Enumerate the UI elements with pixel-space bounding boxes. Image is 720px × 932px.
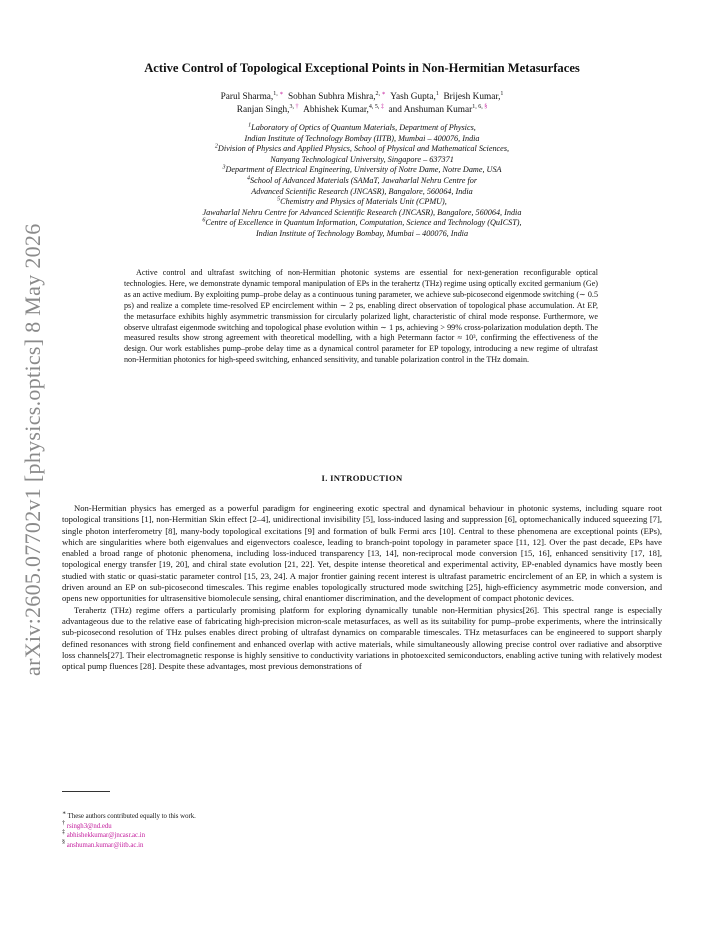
paragraph: Terahertz (THz) regime offers a particularly promising platform for exploring dynamically tunable non-Hermitian physics[26]. This spectral range is especially advantageous due to the relative ease of fabricating high-precision micron-scale metasurfaces, as well as its suitability for pump–probe experiments, where the intrinsically sub-picosecond resolution of THz pulses enables direct probing of ultrafast dynamics on comparable timescales. THz metasurfaces can be engineered to support sharply defined resonances with strong field confinement and enhanced overlap with active materials, while simultaneously allowing precise control over radiative and absorptive loss channels[27]. Their electromagnetic response is highly sensitive to conductivity variations in photoexcited semiconductors, enabling active tuning with relatively modest optical pump fluences [28]. Despite these advantages, most previous demonstrations of	[62, 604, 662, 672]
affiliation-text: Chemistry and Physics of Materials Unit (CPMU),	[280, 197, 447, 207]
correspondence-mark: §	[484, 103, 488, 110]
affil-number: 5	[277, 196, 281, 203]
footnote-text: These authors contributed equally to this work.	[67, 813, 196, 820]
author-name: Brijesh Kumar,	[443, 92, 501, 102]
paragraph: Non-Hermitian physics has emerged as a powerful paradigm for engineering exotic spectral and dynamical behaviour in photonic systems, including square root topological transitions [1], non-Hermitian Skin effect [2–4], unidirectional invisibility [5], loss-induced lasing and suppression [6], optomechanically induced squeezing [7], single photon interferometry [8], many-body topological excitations [9] and formation of bulk Fermi arcs [10]. Central to these phenomena are exceptional points (EPs), which are singularities where both eigenvalues and eigenvectors coalesce, leading to branch-point topology in parameter space [11, 12]. Over the past decade, EPs have enabled a broad range of photonic phenomena, including loss-induced transparency [13, 14], non-reciprocal mode conversion [15, 16], enhanced sensitivity [17, 18], topological energy transfer [19, 20], and chiral state evolution [21, 22]. Yet, despite intense theoretical and experimental activity, EP-enabled dynamics have mostly been studied with static or quasi-static parameter control [15, 23, 24]. A major frontier gaining recent interest is ultrafast parametric encirclement of an EP, in which a system is driven around an EP on sub-picosecond timescales. This regime enables topologically structured mode switching [25], high-efficiency asymmetric mode conversion, and opens new opportunities for ultrasensitive biomolecule sensing, chiral enantiomer discrimination, and the development of compact photonic devices.	[62, 503, 662, 604]
footnote-mark: ∗	[62, 810, 67, 817]
author-affil-mark: 1, 6, §	[472, 103, 488, 110]
footnote-rule	[62, 791, 110, 792]
affil-number: 2	[375, 90, 379, 97]
abstract: Active control and ultrafast switching of non-Hermitian photonic systems are essential for next-generation reconfigurable optical technologies. Here, we demonstrate dynamic temporal manipulation of EPs in the terahertz (THz) regime using optically excited germanium (Ge) as an active medium. By exploiting pump–probe delay as a continuous tuning parameter, we achieve sub-picosecond eigenmode switching (∼ 0.5 ps) and realize a complete time-resolved EP encirclement within ∼ 2 ps, enabling direct observation of topological phase accumulation. At EP, the metasurface exhibits highly asymmetric transmission for circularly polarized light, characteristic of chiral mode response. Furthermore, we observe ultrafast eigenmode switching and topological phase evolution within ∼ 1 ps, achieving > 99% cross-polarization modulation depth. The measured results show strong agreement with theoretical modelling, with a high Petermann factor ≈ 10³, confirming the effectiveness of the design. Our work establishes pump–probe delay time as a dynamical control parameter for EP topology, introducing a new regime of ultrafast non-Hermitian photonics for high-speed switching, enhanced sensitivity, and tunable polarization control in the THz domain.	[124, 268, 598, 365]
author-line-2	[62, 104, 662, 117]
email-link[interactable]: abhishekkumar@jncasr.ac.in	[66, 832, 146, 840]
affil-number: 6	[202, 217, 206, 224]
affil-number: 4	[368, 103, 372, 110]
correspondence-mark: †	[295, 103, 299, 110]
affil-number: 1	[500, 90, 504, 97]
affil-number: 3	[289, 103, 293, 110]
affil-number: 3	[222, 164, 226, 171]
author-name: Parul Sharma,	[220, 92, 274, 102]
correspondence-mark: ∗	[279, 90, 284, 97]
author-name: Ranjan Singh,	[236, 105, 290, 115]
affiliation-line	[62, 197, 662, 208]
affiliation-text: Indian Institute of Technology Bombay, Mumbai – 400076, India	[255, 228, 469, 238]
author-affil-mark	[436, 91, 439, 97]
author-line-1	[62, 91, 662, 104]
affiliation-text: School of Advanced Materials (SAMaT, Jawaharlal Nehru Centre for	[249, 175, 478, 185]
affiliation-text: Indian Institute of Technology Bombay (IITB), Mumbai – 400076, India	[244, 133, 480, 143]
author-affil-mark: 2, ∗	[375, 90, 386, 97]
footnote-mark: ‡	[62, 829, 65, 836]
affil-number: 4	[246, 175, 250, 182]
affiliation-line	[62, 229, 662, 240]
author-name: Yash Gupta,	[390, 92, 436, 102]
author-affil-mark: 1, ∗	[273, 90, 284, 97]
author-list	[62, 91, 662, 117]
body-text	[62, 503, 662, 672]
correspondence-mark: ∗	[381, 90, 386, 97]
footnote-mark: †	[62, 820, 65, 827]
author-name: Abhishek Kumar,	[303, 105, 369, 115]
affiliation-line	[62, 187, 662, 198]
author-name: Sobhan Subhra Mishra,	[287, 92, 376, 102]
affiliation-line	[62, 123, 662, 134]
affiliation-line	[62, 144, 662, 155]
affil-number: 2	[214, 143, 218, 150]
affiliation-line	[62, 176, 662, 187]
affil-number: 1	[273, 90, 277, 97]
affiliation-text: Division of Physics and Applied Physics, School of Physical and Mathematical Sciences,	[217, 144, 510, 154]
affil-number: 1	[435, 90, 439, 97]
footnote	[62, 841, 662, 850]
paper-title: Active Control of Topological Exceptional Points in Non-Hermitian Metasurfaces	[144, 61, 580, 75]
correspondence-mark: ‡	[380, 103, 384, 110]
affiliation-line	[62, 218, 662, 229]
footnote	[62, 822, 662, 831]
affiliation-line	[62, 165, 662, 176]
affil-number: 6	[478, 103, 482, 110]
arxiv-id: arXiv:2605.07702v1 [physics.optics] 8 May 2026	[20, 223, 45, 676]
affiliation-text: Department of Electrical Engineering, University of Notre Dame, Notre Dame, USA	[225, 165, 502, 175]
affiliation-line	[62, 155, 662, 166]
affil-number: 1	[472, 103, 476, 110]
email-link[interactable]: rsingh3@nd.edu	[66, 822, 112, 830]
section-heading: I. INTRODUCTION	[321, 473, 403, 483]
email-link[interactable]: anshuman.kumar@iitb.ac.in	[66, 841, 144, 849]
affiliation-text: Centre of Excellence in Quantum Information, Computation, Science and Technology (QuICST),	[205, 218, 522, 228]
affil-number: 5	[374, 103, 378, 110]
affiliation-text: Jawaharlal Nehru Centre for Advanced Scientific Research (JNCASR), Bangalore, 560064, India	[202, 207, 522, 217]
affil-number: 1	[248, 122, 252, 129]
affiliation-text: Laboratory of Optics of Quantum Materials, Department of Physics,	[251, 123, 476, 132]
affiliation-text: Advanced Scientific Research (JNCASR), Bangalore, 560064, India	[251, 186, 473, 196]
affiliation-line	[62, 134, 662, 145]
author-name: and Anshuman Kumar	[388, 105, 473, 115]
author-affil-mark: 3, †	[289, 103, 299, 110]
footnote	[62, 812, 662, 821]
footnote	[62, 831, 662, 840]
affiliation-text: Nanyang Technological University, Singapore – 637371	[270, 154, 454, 164]
affiliation-line	[62, 208, 662, 219]
affiliations	[62, 123, 662, 240]
arxiv-sidebar	[14, 120, 44, 680]
author-affil-mark: 4, 5, ‡	[368, 103, 384, 110]
footnote-mark: §	[62, 839, 65, 846]
author-affil-mark	[500, 91, 503, 97]
